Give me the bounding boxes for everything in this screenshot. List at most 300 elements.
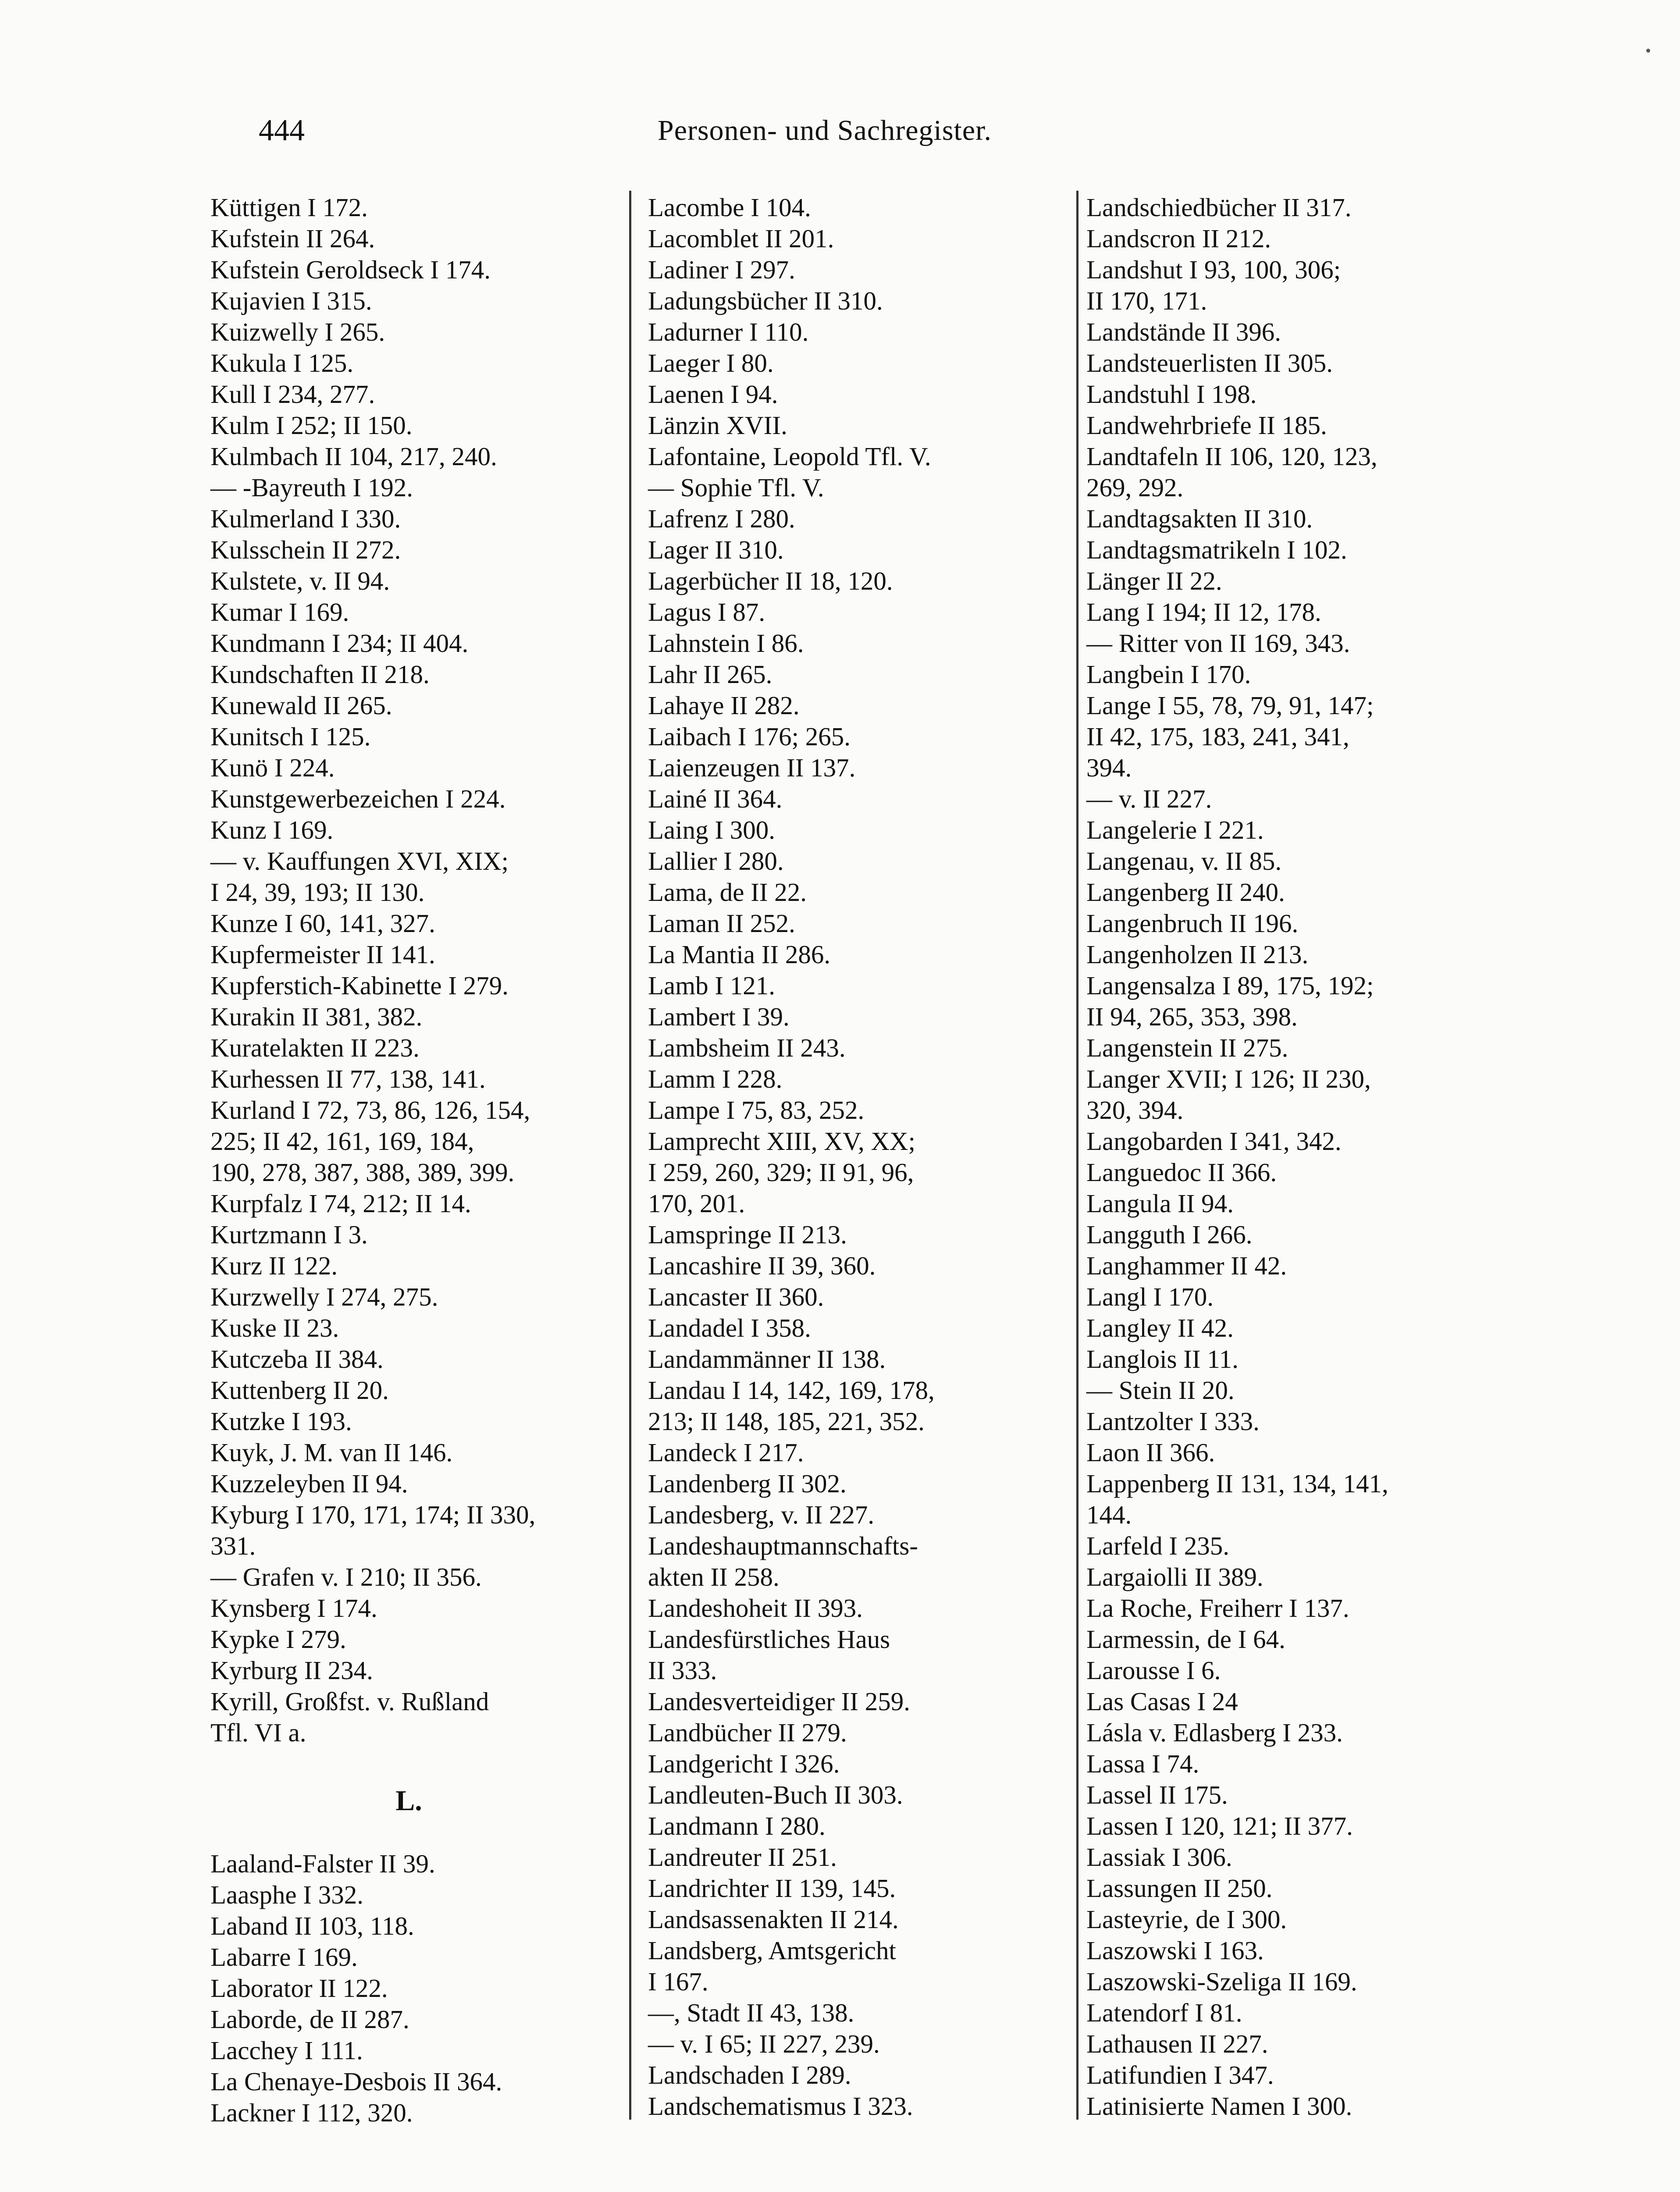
entry-text: Landmann I 280. (648, 1811, 826, 1840)
entry-continuation: 225; II 42, 161, 169, 184, (210, 1127, 474, 1156)
index-entry (1086, 2091, 1483, 2122)
entry-text: Latendorf I 81. (1086, 1998, 1242, 2027)
entry-text: Langley II 42. (1086, 1313, 1234, 1342)
index-entry (648, 503, 1045, 534)
index-entry (648, 1842, 1045, 1873)
index-entry (210, 2097, 607, 2128)
index-entry (210, 597, 607, 628)
entry-text: Lama, de II 22. (648, 878, 807, 907)
entry-text: Latifundien I 347. (1086, 2060, 1274, 2089)
index-entry (1086, 1313, 1483, 1344)
index-entry (1086, 410, 1483, 441)
entry-text: Langenholzen II 213. (1086, 940, 1309, 969)
index-entry (210, 348, 607, 379)
entry-text: Larmessin, de I 64. (1086, 1625, 1285, 1654)
index-entry (1086, 1655, 1483, 1686)
entry-text: Laman II 252. (648, 909, 795, 938)
entry-text: Lasteyrie, de I 300. (1086, 1905, 1287, 1934)
index-entry (648, 1468, 1045, 1499)
entry-continuation: 213; II 148, 185, 221, 352. (648, 1407, 925, 1436)
entry-text: Landenberg II 302. (648, 1469, 847, 1498)
index-entry (648, 1904, 1045, 1935)
index-entry (210, 1437, 607, 1468)
index-entry (1086, 939, 1483, 970)
entry-text: Laon II 366. (1086, 1438, 1215, 1467)
entry-text: Ladungsbücher II 310. (648, 286, 883, 315)
index-entry (1086, 1966, 1483, 1997)
index-entry (210, 472, 607, 503)
index-entry (1086, 1219, 1483, 1250)
entry-text: Kurz II 122. (210, 1251, 338, 1280)
index-entry (210, 285, 607, 317)
index-entry (1086, 441, 1483, 503)
entry-list (210, 192, 607, 1748)
entry-text: Laeger I 80. (648, 349, 774, 377)
index-entry (210, 846, 607, 908)
index-entry (1086, 1281, 1483, 1313)
index-entry (210, 441, 607, 472)
index-entry (648, 192, 1045, 223)
index-entry (210, 1406, 607, 1437)
index-entry (1086, 1624, 1483, 1655)
index-entry (1086, 348, 1483, 379)
entry-text: Kufstein Geroldseck I 174. (210, 255, 491, 284)
index-entry (210, 1313, 607, 1344)
entry-text: Lacomblet II 201. (648, 224, 834, 253)
entry-text: Kyrburg II 234. (210, 1656, 373, 1685)
index-entry (648, 877, 1045, 908)
index-entry (648, 1344, 1045, 1375)
entry-text: Landreuter II 251. (648, 1843, 837, 1872)
entry-text: Langenbruch II 196. (1086, 909, 1299, 938)
index-entry (1086, 1779, 1483, 1811)
entry-text: Lamb I 121. (648, 971, 776, 1000)
index-entry (210, 752, 607, 783)
entry-text: Larousse I 6. (1086, 1656, 1221, 1685)
entry-text: Landschematismus I 323. (648, 2092, 913, 2121)
index-entry (1086, 534, 1483, 566)
entry-text: Lamm I 228. (648, 1064, 783, 1093)
index-entry (210, 628, 607, 659)
entry-text: Kurzwelly I 274, 275. (210, 1282, 438, 1311)
entry-text: Kull I 234, 277. (210, 380, 375, 409)
index-column-2 (648, 192, 1045, 2122)
entry-text: Laibach I 176; 265. (648, 722, 851, 751)
index-entry (648, 254, 1045, 285)
entry-text: Kulmbach II 104, 217, 240. (210, 442, 497, 471)
entry-text: Kunitsch I 125. (210, 722, 371, 751)
index-entry (210, 690, 607, 721)
index-entry (1086, 597, 1483, 628)
entry-text: Kynsberg I 174. (210, 1594, 377, 1623)
index-entry (1086, 1686, 1483, 1717)
entry-text: Langelerie I 221. (1086, 815, 1264, 844)
entry-text: Landstuhl I 198. (1086, 380, 1257, 409)
entry-text: — v. I 65; II 227, 239. (648, 2029, 880, 2058)
index-entry (1086, 1157, 1483, 1188)
index-entry (1086, 1562, 1483, 1593)
entry-text: Kupfermeister II 141. (210, 940, 435, 969)
entry-continuation: II 170, 171. (1086, 286, 1207, 315)
index-entry (1086, 2028, 1483, 2060)
print-speck (1646, 49, 1650, 53)
index-entry (648, 1313, 1045, 1344)
index-entry (1086, 1032, 1483, 1064)
index-entry (648, 2091, 1045, 2122)
entry-text: Länzin XVII. (648, 411, 787, 440)
index-entry (1086, 970, 1483, 1032)
entry-continuation: 190, 278, 387, 388, 389, 399. (210, 1158, 515, 1187)
entry-text: Landau I 14, 142, 169, 178, (648, 1376, 935, 1405)
entry-text: La Roche, Freiherr I 137. (1086, 1594, 1349, 1623)
entry-continuation: akten II 258. (648, 1562, 779, 1591)
index-entry (648, 752, 1045, 783)
index-entry (210, 1879, 607, 1911)
index-entry (210, 939, 607, 970)
entry-text: Landesberg, v. II 227. (648, 1500, 875, 1529)
index-entry (1086, 1717, 1483, 1748)
index-entry (648, 1997, 1045, 2028)
entry-continuation: II 42, 175, 183, 241, 341, (1086, 722, 1349, 751)
entry-text: Landwehrbriefe II 185. (1086, 411, 1327, 440)
index-entry (1086, 317, 1483, 348)
entry-text: Laborator II 122. (210, 1974, 388, 2003)
index-entry (210, 2066, 607, 2097)
entry-continuation: II 333. (648, 1656, 717, 1685)
entry-text: Landadel I 358. (648, 1313, 811, 1342)
entry-text: Landtagsmatrikeln I 102. (1086, 535, 1347, 564)
index-entry (648, 1064, 1045, 1095)
index-entry (210, 1911, 607, 1942)
entry-text: La Mantia II 286. (648, 940, 831, 969)
entry-text: Langenstein II 275. (1086, 1033, 1288, 1062)
index-entry (210, 1375, 607, 1406)
entry-text: Laenen I 94. (648, 380, 778, 409)
entry-text: Landesfürstliches Haus (648, 1625, 890, 1654)
index-entry (1086, 1188, 1483, 1219)
entry-text: Landeshauptmannschafts- (648, 1531, 918, 1560)
index-column-1 (210, 192, 607, 2128)
index-entry (1086, 1344, 1483, 1375)
entry-text: Landsteuerlisten II 305. (1086, 349, 1333, 377)
entry-continuation: I 24, 39, 193; II 130. (210, 878, 425, 907)
entry-text: Latinisierte Namen I 300. (1086, 2092, 1353, 2121)
entry-text: Kukula I 125. (210, 349, 354, 377)
entry-text: Kulsschein II 272. (210, 535, 401, 564)
index-entry (210, 1188, 607, 1219)
index-entry (210, 223, 607, 254)
index-entry (210, 783, 607, 815)
entry-text: Langula II 94. (1086, 1189, 1234, 1218)
entry-text: Ladiner I 297. (648, 255, 795, 284)
entry-text: Kunö I 224. (210, 753, 335, 782)
entry-text: Landleuten-Buch II 303. (648, 1780, 903, 1809)
index-entry (1086, 908, 1483, 939)
index-entry (648, 628, 1045, 659)
entry-text: Küttigen I 172. (210, 193, 368, 222)
index-entry (648, 1001, 1045, 1032)
index-entry (210, 1848, 607, 1879)
entry-text: Lafrenz I 280. (648, 504, 795, 533)
entry-text: Lafontaine, Leopold Tfl. V. (648, 442, 931, 471)
entry-text: Kuske II 23. (210, 1313, 339, 1342)
index-entry (648, 1530, 1045, 1593)
entry-text: Larfeld I 235. (1086, 1531, 1229, 1560)
entry-text: — Ritter von II 169, 343. (1086, 629, 1350, 658)
section-heading: L. (395, 1785, 422, 1817)
index-entry (1086, 1935, 1483, 1966)
index-entry (210, 1281, 607, 1313)
entry-text: Landsberg, Amtsgericht (648, 1936, 896, 1965)
index-entry (210, 534, 607, 566)
index-entry (1086, 1530, 1483, 1562)
entry-text: Langlois II 11. (1086, 1345, 1239, 1374)
entry-text: Landtagsakten II 310. (1086, 504, 1313, 533)
entry-continuation: Tfl. VI a. (210, 1718, 306, 1747)
entry-text: Kyburg I 170, 171, 174; II 330, (210, 1500, 536, 1529)
entry-text: Lang I 194; II 12, 178. (1086, 598, 1321, 626)
entry-continuation: 170, 201. (648, 1189, 745, 1218)
entry-text: Landshut I 93, 100, 306; (1086, 255, 1341, 284)
index-entry (1086, 1873, 1483, 1904)
entry-text: Langobarden I 341, 342. (1086, 1127, 1342, 1156)
index-entry (210, 815, 607, 846)
index-entry (648, 908, 1045, 939)
entry-text: Lagerbücher II 18, 120. (648, 566, 893, 595)
entry-text: Langbein I 170. (1086, 660, 1251, 689)
index-entry (1086, 2060, 1483, 2091)
index-entry (210, 1095, 607, 1188)
index-entry (210, 317, 607, 348)
entry-text: Largaiolli II 389. (1086, 1562, 1264, 1591)
index-entry (648, 1624, 1045, 1686)
index-entry (648, 285, 1045, 317)
entry-text: Landbücher II 279. (648, 1718, 847, 1747)
entry-text: Kuyk, J. M. van II 146. (210, 1438, 453, 1467)
index-entry (1086, 1904, 1483, 1935)
entry-text: Lahnstein I 86. (648, 629, 804, 658)
entry-text: Lancashire II 39, 360. (648, 1251, 876, 1280)
entry-text: Laborde, de II 287. (210, 2005, 409, 2034)
index-entry (1086, 1593, 1483, 1624)
index-entry (210, 1562, 607, 1593)
entry-text: Kurakin II 381, 382. (210, 1002, 423, 1031)
index-entry (210, 1001, 607, 1032)
entry-text: Lampe I 75, 83, 252. (648, 1096, 865, 1124)
index-entry (648, 534, 1045, 566)
entry-text: Kutczeba II 384. (210, 1345, 384, 1374)
index-entry (1086, 628, 1483, 659)
entry-text: — Sophie Tfl. V. (648, 473, 824, 502)
entry-text: Lassen I 120, 121; II 377. (1086, 1811, 1353, 1840)
index-entry (648, 1686, 1045, 1717)
entry-text: Langenau, v. II 85. (1086, 847, 1282, 875)
index-entry (210, 1250, 607, 1281)
index-entry (648, 1375, 1045, 1437)
entry-text: Kunstgewerbezeichen I 224. (210, 784, 506, 813)
entry-text: Laszowski-Szeliga II 169. (1086, 1967, 1357, 1996)
index-entry (210, 503, 607, 534)
index-entry (648, 1935, 1045, 1997)
entry-text: Landammänner II 138. (648, 1345, 886, 1374)
entry-text: Lassa I 74. (1086, 1749, 1199, 1778)
entry-text: Las Casas I 24 (1086, 1687, 1238, 1716)
index-entry (1086, 1842, 1483, 1873)
index-entry (210, 1344, 607, 1375)
entry-text: Lappenberg II 131, 134, 141, (1086, 1469, 1388, 1498)
entry-list (1086, 192, 1483, 2122)
entry-text: Landscron II 212. (1086, 224, 1271, 253)
index-entry (1086, 815, 1483, 846)
entry-continuation: I 167. (648, 1967, 708, 1996)
entry-continuation: 269, 292. (1086, 473, 1184, 502)
column-rule (629, 191, 631, 2120)
index-entry (1086, 846, 1483, 877)
entry-text: Lange I 55, 78, 79, 91, 147; (1086, 691, 1374, 720)
entry-text: Kuratelakten II 223. (210, 1033, 420, 1062)
index-entry (1086, 1437, 1483, 1468)
entry-text: Ladurner I 110. (648, 317, 809, 346)
index-entry (210, 1593, 607, 1624)
entry-text: Lassel II 175. (1086, 1780, 1228, 1809)
index-entry (1086, 503, 1483, 534)
index-entry (648, 1779, 1045, 1811)
index-entry (648, 1748, 1045, 1779)
index-entry (1086, 1406, 1483, 1437)
index-entry (648, 317, 1045, 348)
index-entry (648, 1126, 1045, 1219)
index-entry (1086, 1997, 1483, 2028)
index-entry (1086, 1468, 1483, 1530)
index-entry (648, 1032, 1045, 1064)
index-entry (648, 348, 1045, 379)
entry-text: Kurland I 72, 73, 86, 126, 154, (210, 1096, 530, 1124)
index-entry (210, 721, 607, 752)
entry-text: Lathausen II 227. (1086, 2029, 1268, 2058)
index-column-3 (1086, 192, 1483, 2122)
entry-text: Lagus I 87. (648, 598, 765, 626)
entry-text: Lallier I 280. (648, 847, 784, 875)
entry-text: Langl I 170. (1086, 1282, 1214, 1311)
entry-list (210, 1848, 607, 2128)
entry-continuation: 144. (1086, 1500, 1132, 1529)
index-entry (648, 690, 1045, 721)
entry-continuation: I 259, 260, 329; II 91, 96, (648, 1158, 914, 1187)
index-entry (210, 908, 607, 939)
index-entry (210, 1942, 607, 1973)
index-entry (210, 254, 607, 285)
entry-continuation: 331. (210, 1531, 256, 1560)
index-entry (1086, 877, 1483, 908)
entry-text: Lamprecht XIII, XV, XX; (648, 1127, 916, 1156)
index-entry (648, 1499, 1045, 1530)
entry-text: Lackner I 112, 320. (210, 2098, 413, 2127)
entry-text: Kundschaften II 218. (210, 660, 430, 689)
entry-text: Laing I 300. (648, 815, 776, 844)
index-entry (1086, 1375, 1483, 1406)
entry-text: — -Bayreuth I 192. (210, 473, 413, 502)
entry-text: Kypke I 279. (210, 1625, 346, 1654)
index-entry (210, 970, 607, 1001)
index-entry (210, 2035, 607, 2066)
entry-text: —, Stadt II 43, 138. (648, 1998, 854, 2027)
entry-text: Lager II 310. (648, 535, 784, 564)
entry-text: Lainé II 364. (648, 784, 783, 813)
entry-text: Kuttenberg II 20. (210, 1376, 389, 1405)
index-entry (210, 1064, 607, 1095)
entry-text: Landgericht I 326. (648, 1749, 840, 1778)
index-entry (210, 192, 607, 223)
index-entry (648, 1873, 1045, 1904)
index-entry (648, 1219, 1045, 1250)
index-entry (1086, 1064, 1483, 1126)
entry-text: Kundmann I 234; II 404. (210, 629, 469, 658)
index-entry (648, 472, 1045, 503)
entry-list (648, 192, 1045, 2122)
entry-continuation: II 94, 265, 353, 398. (1086, 1002, 1298, 1031)
index-entry (648, 223, 1045, 254)
entry-text: Lassungen II 250. (1086, 1874, 1273, 1903)
entry-text: Laaland-Falster II 39. (210, 1849, 435, 1878)
index-entry (648, 815, 1045, 846)
index-entry (648, 441, 1045, 472)
entry-text: Laienzeugen II 137. (648, 753, 856, 782)
entry-text: Lancaster II 360. (648, 1282, 824, 1311)
entry-text: Langenberg II 240. (1086, 878, 1285, 907)
index-entry (648, 1281, 1045, 1313)
index-entry (1086, 223, 1483, 254)
entry-text: Lambert I 39. (648, 1002, 790, 1031)
entry-text: Landeshoheit II 393. (648, 1594, 863, 1623)
index-entry (648, 659, 1045, 690)
index-entry (648, 1250, 1045, 1281)
entry-text: Langhammer II 42. (1086, 1251, 1287, 1280)
entry-text: Lacchey I 111. (210, 2036, 363, 2065)
index-entry (210, 2004, 607, 2035)
index-entry (648, 1811, 1045, 1842)
entry-text: — v. Kauffungen XVI, XIX; (210, 847, 509, 875)
index-entry (648, 846, 1045, 877)
index-entry (648, 2028, 1045, 2060)
entry-text: Landsassenakten II 214. (648, 1905, 899, 1934)
entry-text: Landtafeln II 106, 120, 123, (1086, 442, 1377, 471)
entry-text: — v. II 227. (1086, 784, 1212, 813)
entry-text: Kunze I 60, 141, 327. (210, 909, 435, 938)
entry-text: Landstände II 396. (1086, 317, 1281, 346)
entry-text: Landeck I 217. (648, 1438, 804, 1467)
entry-text: Laszowski I 163. (1086, 1936, 1264, 1965)
entry-text: Lahr II 265. (648, 660, 772, 689)
entry-text: Kufstein II 264. (210, 224, 375, 253)
index-entry (648, 410, 1045, 441)
entry-text: Lambsheim II 243. (648, 1033, 846, 1062)
entry-text: Laband II 103, 118. (210, 1911, 414, 1940)
entry-text: Langguth I 266. (1086, 1220, 1253, 1249)
entry-text: La Chenaye-Desbois II 364. (210, 2067, 502, 2096)
entry-text: Lassiak I 306. (1086, 1843, 1232, 1872)
index-entry (648, 2060, 1045, 2091)
index-entry (210, 1499, 607, 1562)
page-number: 444 (259, 114, 305, 147)
entry-text: Kyrill, Großfst. v. Rußland (210, 1687, 489, 1716)
index-entry (210, 659, 607, 690)
index-entry (648, 1593, 1045, 1624)
index-entry (648, 566, 1045, 597)
entry-text: — Stein II 20. (1086, 1376, 1235, 1405)
entry-continuation: 320, 394. (1086, 1096, 1184, 1124)
index-entry (210, 410, 607, 441)
index-entry (1086, 566, 1483, 597)
